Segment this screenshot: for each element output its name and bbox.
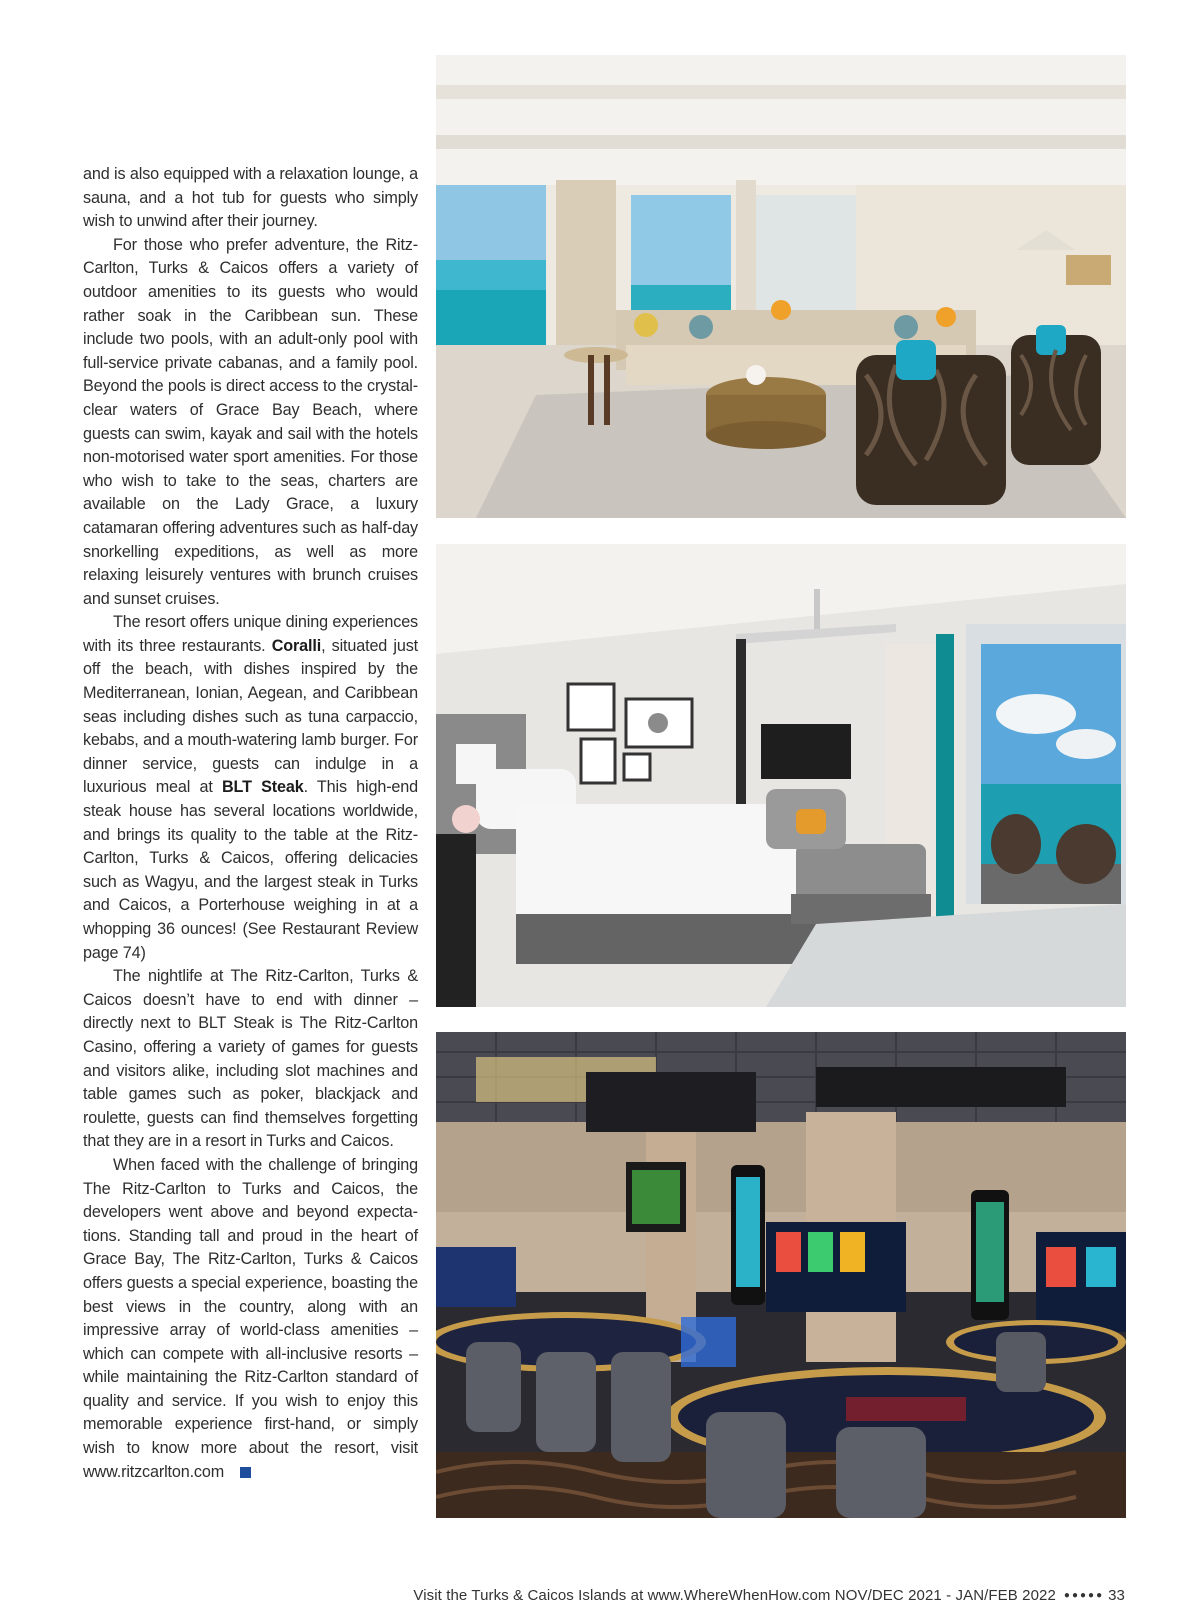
- paragraph-text: , situated just off the beach, with dishes inspired by the Mediterranean, Ionian, Aegean, and Caribbean seas including dishes such as tuna carpaccio, kebabs, and a mouth-watering lamb burger. For dinner service, guests can indulge in a luxurious meal at: [83, 636, 418, 797]
- restaurant-name-coralli: Coralli: [271, 636, 322, 655]
- article-paragraph: For those who prefer adventure, the Ritz-Carlton, Turks & Caicos offers a variety of outdoor amenities to its guests who would rather soak in the Caribbean sun. These include two pools, with an adult-only pool with full-service private cabanas, and a family pool. Beyond the pools is direct access to the crystal-clear waters of Grace Bay Beach, where guests can swim, kayak and sail with the hotels non-motorised water sport amenities. For those who wish to take to the seas, charters are available on the Lady Grace, a luxury catamaran offering adventures such as half-day snorkelling expeditions, as well as more relaxing leisurely ventures with brunch cruises and sunset cruises.: [83, 235, 418, 608]
- footer-dots: ●●●●●: [1063, 1590, 1105, 1601]
- article-paragraph: [83, 1154, 418, 1484]
- end-of-article-square-icon: [240, 1467, 251, 1478]
- restaurant-name-blt-steak: BLT Steak: [222, 778, 304, 797]
- article-paragraph: [83, 611, 418, 965]
- article-paragraph: and is also equipped with a relaxation lounge, a sauna, and a hot tub for guests who simply wish to unwind after their journey.: [83, 165, 418, 231]
- paragraph-text: The resort offers unique dining experiences with its three restaurants.: [83, 613, 418, 655]
- article-body: [83, 163, 418, 1484]
- article-paragraph: The nightlife at The Ritz-Carlton, Turks & Caicos doesn’t have to end with dinner – directly next to BLT Steak is The Ritz-Carlton Casino, offering a variety of games for guests and visitors alike, including slot machines and table games such as poker, blackjack and roulette, guests can find themselves forgetting that they are in a resort in Turks and Caicos.: [83, 967, 418, 1151]
- footer-text: Visit the Turks & Caicos Islands at www.WhereWhenHow.com NOV/DEC 2021 - JAN/FEB 2022: [413, 1587, 1056, 1604]
- bedroom-photo: [436, 544, 1126, 1007]
- living-room-photo: [436, 55, 1126, 518]
- casino-photo: [436, 1032, 1126, 1518]
- paragraph-text: When faced with the challenge of bringing The Ritz-Carlton to Turks and Caicos, the developers went above and beyond expectations. Standing tall and proud in the heart of Grace Bay, The Ritz-Carlton, Turks & Caicos offers guests a special experience, boasting the best views in the country, along with an impressive array of world-class amenities – which can compete with all-inclusive resorts – while maintaining the Ritz-Carlton standard of quality and service. If you wish to enjoy this memorable experience first-hand, or simply wish to know more about the resort, visit www.ritzcarlton.com: [83, 1155, 418, 1481]
- page-number: 33: [1108, 1587, 1125, 1604]
- page-footer: [413, 1587, 1125, 1604]
- paragraph-text: . This high-end steak house has several locations worldwide, and brings its quality to the table at the Ritz-Carlton, Turks & Caicos, offering delicacies such as Wagyu, and the largest steak in Turks and Caicos, a Porterhouse weighing in at a whopping 36 ounces! (See Restaurant Review page 74): [83, 778, 418, 962]
